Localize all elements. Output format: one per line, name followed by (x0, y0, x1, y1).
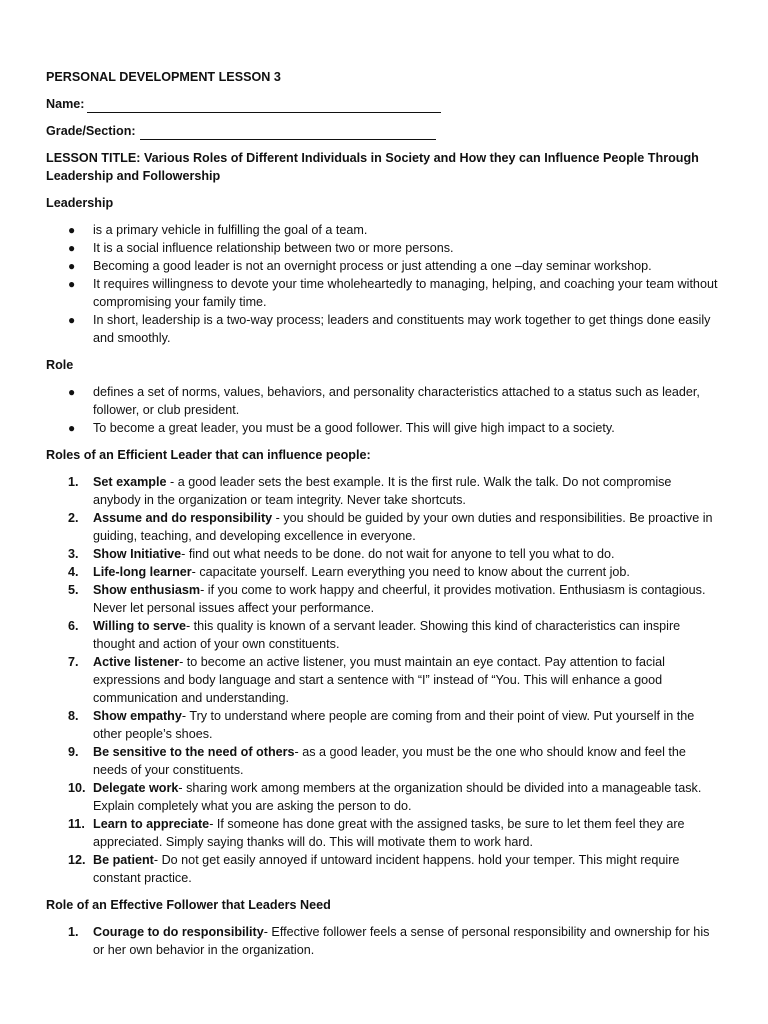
bullet-icon: ● (68, 277, 76, 291)
document-title: PERSONAL DEVELOPMENT LESSON 3 (46, 70, 281, 84)
list-item: 11. Learn to appreciate- If someone has done great with the assigned tasks, be sure to let them feel they are appreciated. Simply saying thanks will do. This will motivate them to work hard. (68, 817, 685, 849)
list-item: ● To become a great leader, you must be a good follower. This will give high impact to a society. (68, 421, 615, 435)
lesson-title: LESSON TITLE: Various Roles of Different Individuals in Society and How they can Influence People Through Leadership and Followership (46, 151, 699, 183)
list-item: 2. Assume and do responsibility - you should be guided by your own duties and responsibilities. Be proactive in guiding, teaching, and developing excellence in everyone. (68, 511, 713, 543)
list-item: ● defines a set of norms, values, behaviors, and personality characteristics attached to a status such as leader, follower, or club president. (68, 385, 700, 417)
effective-follower-list (46, 923, 722, 959)
name-row (46, 95, 722, 113)
efficient-leader-heading: Roles of an Efficient Leader that can influence people: (46, 448, 371, 462)
bullet-icon: ● (68, 223, 76, 237)
list-item: 1. Courage to do responsibility- Effective follower feels a sense of personal responsibility and ownership for his or her own behavior in the organization. (68, 925, 710, 957)
list-item: ● Becoming a good leader is not an overnight process or just attending a one –day seminar workshop. (68, 259, 652, 273)
leadership-list (46, 221, 722, 347)
list-item: 10. Delegate work- sharing work among members at the organization should be divided into a manageable task. Explain completely what you are asking the person to do. (68, 781, 702, 813)
bullet-icon: ● (68, 385, 76, 399)
role-list (46, 383, 722, 437)
efficient-leader-list (46, 473, 722, 887)
effective-follower-heading: Role of an Effective Follower that Leaders Need (46, 898, 331, 912)
list-item: 4. Life-long learner- capacitate yourself. Learn everything you need to know about the current job. (68, 565, 630, 579)
name-label: Name: (46, 97, 85, 111)
grade-section-row (46, 122, 722, 140)
bullet-icon: ● (68, 313, 76, 327)
grade-section-label: Grade/Section: (46, 124, 136, 138)
list-item: ● It requires willingness to devote your time wholeheartedly to managing, helping, and coaching your team without compromising your family time. (68, 277, 718, 309)
list-item: 9. Be sensitive to the need of others- as a good leader, you must be the one who should know and feel the needs of your constituents. (68, 745, 686, 777)
document-page (46, 68, 722, 959)
bullet-icon: ● (68, 421, 76, 435)
list-item: 7. Active listener- to become an active listener, you must maintain an eye contact. Pay attention to facial expressions and body language and start a sentence with “I” instead of “You. This will enhance a good communication and understanding. (68, 655, 665, 705)
bullet-icon: ● (68, 259, 76, 273)
list-item: 3. Show Initiative- find out what needs to be done. do not wait for anyone to tell you what to do. (68, 547, 615, 561)
name-blank-line[interactable] (87, 99, 441, 113)
role-heading: Role (46, 358, 74, 372)
list-item: 12. Be patient- Do not get easily annoyed if untoward incident happens. hold your temper. This might require constant practice. (68, 853, 680, 885)
leadership-heading: Leadership (46, 196, 114, 210)
list-item: ● In short, leadership is a two-way process; leaders and constituents may work together to get things done easily and smoothly. (68, 313, 711, 345)
bullet-icon: ● (68, 241, 76, 255)
list-item: 1. Set example - a good leader sets the best example. It is the first rule. Walk the talk. Do not compromise anybody in the organization or team integrity. Never take shortcuts. (68, 475, 672, 507)
list-item: 5. Show enthusiasm- if you come to work happy and cheerful, it provides motivation. Enthusiasm is contagious. Never let personal issues affect your performance. (68, 583, 706, 615)
list-item: 8. Show empathy- Try to understand where people are coming from and their point of view. Put yourself in the other people’s shoes. (68, 709, 695, 741)
grade-section-blank-line[interactable] (140, 126, 436, 140)
list-item: ● It is a social influence relationship between two or more persons. (68, 241, 454, 255)
list-item: 6. Willing to serve- this quality is known of a servant leader. Showing this kind of characteristics can inspire thought and action of your own constituents. (68, 619, 681, 651)
list-item: ● is a primary vehicle in fulfilling the goal of a team. (68, 223, 368, 237)
